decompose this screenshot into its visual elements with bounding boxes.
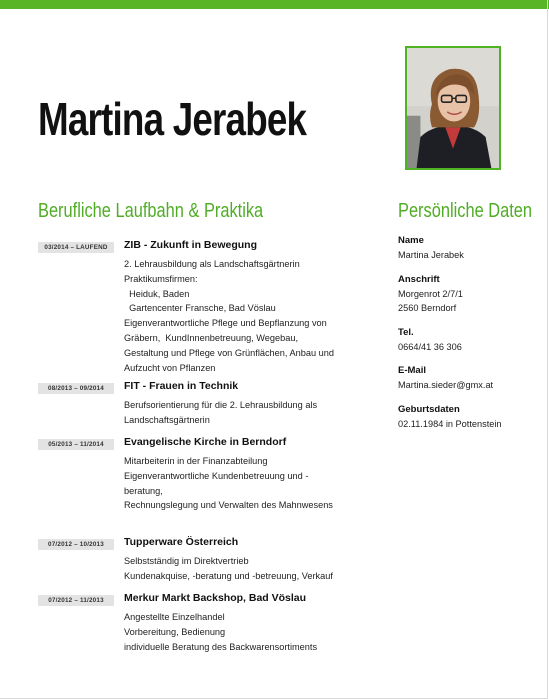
personal-label: Anschrift <box>398 273 440 285</box>
email-link[interactable]: Martina.sieder@gmx.at <box>398 380 494 390</box>
entry-line: 2. Lehrausbildung als Landschaftsgärtnerin <box>124 259 300 269</box>
personal-item-address <box>398 273 538 316</box>
entry-line: Gestaltung und Pflege von Grünflächen, Anbau und <box>124 347 334 358</box>
entry-line: beratung, <box>124 485 163 496</box>
entry-line: Berufsorientierung für die 2. Lehrausbildung als <box>124 400 318 410</box>
personal-label: E-Mail <box>398 365 426 376</box>
entry-line: Vorbereitung, Bedienung <box>124 626 226 637</box>
entry-title: Evangelische Kirche in Berndorf <box>124 436 287 448</box>
entry-title: FIT - Frauen in Technik <box>124 380 239 392</box>
entry-description <box>124 610 317 654</box>
personal-value: 2560 Berndorf <box>398 303 457 313</box>
entry-line: Rechnungslegung und Verwalten des Mahnwesens <box>124 500 333 511</box>
entry-line: Heiduk, Baden <box>124 288 190 299</box>
entry-line: Kundenakquise, -beratung und -betreuung, Verkauf <box>124 570 333 581</box>
entry-line: Angestellte Einzelhandel <box>124 612 225 622</box>
career-section-title: Berufliche Laufbahn & Praktika <box>38 200 264 222</box>
personal-item-phone <box>398 326 538 355</box>
entry-description <box>124 454 333 513</box>
entry-line: Eigenverantwortliche Kundenbetreuung und - <box>124 470 309 481</box>
date-badge: 05/2013 – 11/2014 <box>38 439 114 450</box>
entry-line: Praktikumsfirmen: <box>124 273 198 284</box>
entry-line: individuelle Beratung des Backwarensortiments <box>124 641 318 652</box>
personal-data <box>398 234 538 441</box>
profile-photo <box>405 46 501 170</box>
personal-item-name <box>398 234 538 263</box>
entry-description <box>124 257 334 375</box>
entry-line: Gartencenter Fransche, Bad Vöslau <box>124 303 276 314</box>
personal-value: Martina Jerabek <box>398 250 464 260</box>
entry-line: Landschaftsgärtnerin <box>124 414 210 425</box>
date-badge: 07/2012 – 11/2013 <box>38 595 114 606</box>
date-badge: 03/2014 – LAUFEND <box>38 242 114 253</box>
entry-line: Aufzucht von Pflanzen <box>124 362 216 373</box>
date-badge: 07/2012 – 10/2013 <box>38 539 114 550</box>
personal-value: 02.11.1984 in Pottenstein <box>398 418 502 429</box>
entry-title: Merkur Markt Backshop, Bad Vöslau <box>124 592 307 604</box>
personal-value: 0664/41 36 306 <box>398 341 462 352</box>
top-accent-bar <box>0 0 549 9</box>
entry-description <box>124 554 333 584</box>
personal-section-title: Persönliche Daten <box>398 200 533 222</box>
candidate-name: Martina Jerabek <box>38 93 307 145</box>
personal-label: Geburtsdaten <box>398 403 460 415</box>
entry-line: Eigenverantwortliche Pflege und Bepflanzung von <box>124 318 327 329</box>
entry-line: Selbstständig im Direktvertrieb <box>124 556 249 566</box>
portrait-image <box>407 48 499 168</box>
personal-item-birth <box>398 403 538 432</box>
entry-line: Mitarbeiterin in der Finanzabteilung <box>124 456 268 466</box>
entry-description <box>124 398 317 428</box>
entry-line: Gräbern, KundInnenbetreuung, Wegebau, <box>124 332 299 343</box>
personal-value: Morgenrot 2/7/1 <box>398 288 463 299</box>
personal-item-email <box>398 364 538 393</box>
date-badge: 08/2013 – 09/2014 <box>38 383 114 394</box>
entry-title: Tupperware Österreich <box>124 536 239 548</box>
personal-label: Tel. <box>398 326 414 338</box>
entry-title: ZIB - Zukunft in Bewegung <box>124 239 257 251</box>
personal-label: Name <box>398 235 424 246</box>
